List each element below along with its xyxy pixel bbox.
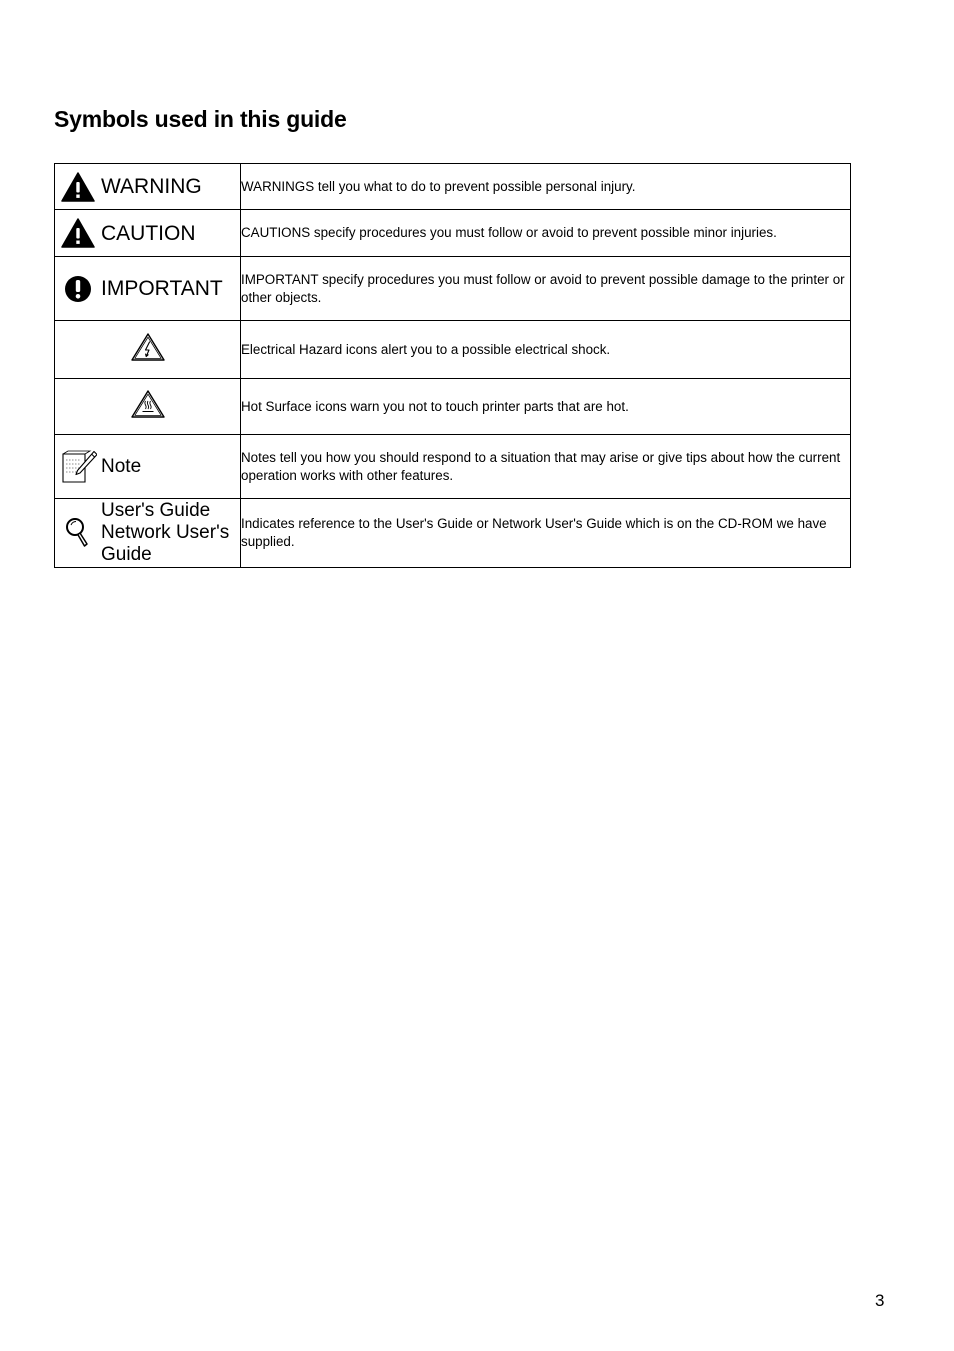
symbols-table [54,163,851,568]
table-row [55,499,851,568]
symbol-label-line: User's Guide [101,500,211,521]
symbol-label-multiline [101,500,229,566]
symbol-description: CAUTIONS specify procedures you must follow or avoid to prevent possible minor injuries. [241,210,851,257]
symbol-description: WARNINGS tell you what to do to prevent possible personal injury. [241,164,851,210]
symbol-label: IMPORTANT [101,277,223,300]
symbol-label-line: Guide [101,544,152,565]
table-row [55,210,851,257]
table-row [55,321,851,379]
symbol-label-cell [55,435,241,499]
symbol-label-cell [55,321,241,379]
table-row [55,435,851,499]
symbol-label-cell [55,210,241,257]
symbol-label-cell [55,499,241,568]
table-row [55,164,851,210]
symbol-description: Hot Surface icons warn you not to touch printer parts that are hot. [241,379,851,435]
symbol-description: Electrical Hazard icons alert you to a possible electrical shock. [241,321,851,379]
caution-triangle-icon [55,218,101,248]
important-exclamation-icon [55,275,101,303]
symbol-label: CAUTION [101,221,196,245]
symbol-description: Indicates reference to the User's Guide or Network User's Guide which is on the CD-ROM we have supplied. [241,499,851,568]
note-pencil-icon [55,448,101,486]
symbol-label-line: Network User's [101,522,230,543]
warning-triangle-icon [55,172,101,202]
symbol-description: Notes tell you how you should respond to a situation that may arise or give tips about how the current operation works with other features. [241,435,851,499]
symbol-label-cell [55,164,241,210]
electrical-hazard-icon [130,332,166,367]
symbol-label: WARNING [101,175,202,198]
symbol-label: Note [101,455,142,477]
magnifier-icon [55,517,101,549]
table-row [55,379,851,435]
table-row [55,257,851,321]
symbol-description: IMPORTANT specify procedures you must follow or avoid to prevent possible damage to the printer or other objects. [241,257,851,321]
symbol-label-cell [55,379,241,435]
hot-surface-icon [130,389,166,424]
page-number: 3 [875,1291,885,1310]
symbol-label-cell [55,257,241,321]
page-title: Symbols used in this guide [54,106,347,132]
